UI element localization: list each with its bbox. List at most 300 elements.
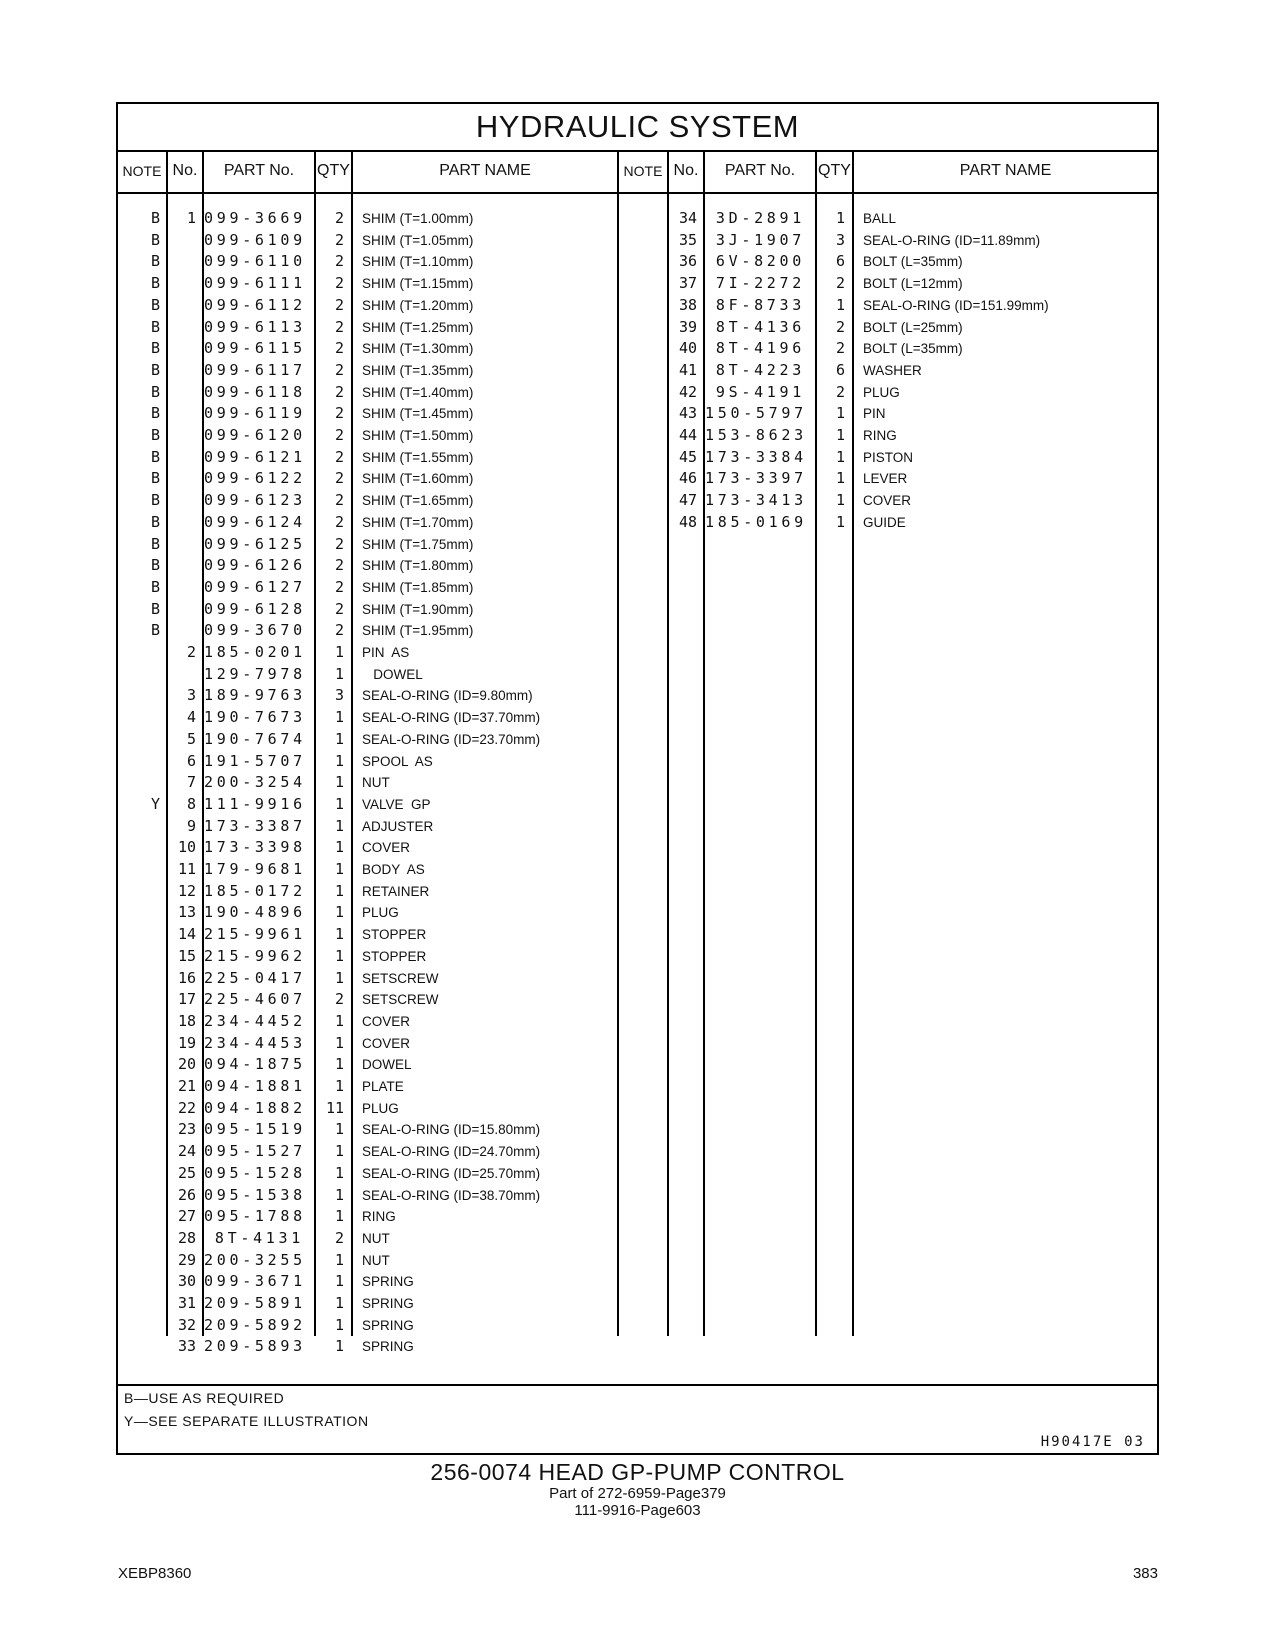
quantity: 1 [334,751,344,770]
table-row [118,251,1157,273]
item-number: 23 [177,1120,196,1139]
part-name: NUT [362,1230,390,1246]
table-row [118,490,1157,512]
part-name: SHIM (T=1.85mm) [362,579,474,595]
item-number: 47 [678,491,697,510]
quantity: 2 [334,599,344,618]
part-number: 099-6110 [204,252,306,271]
quantity: 1 [334,946,344,965]
item-number: 37 [678,274,697,293]
quantity: 2 [334,404,344,423]
table-row [118,425,1157,447]
part-name: BALL [863,211,897,226]
quantity: 2 [334,339,344,358]
part-name: SHIM (T=1.80mm) [362,558,474,574]
part-name: RETAINER [362,883,430,899]
table-row [118,512,1157,534]
part-name: COVER [362,1013,411,1029]
part-number: 099-6112 [204,295,306,314]
quantity: 2 [334,317,344,336]
table-row [118,924,1157,946]
part-name: PIN AS [362,645,410,660]
part-number: 8T-4196 [715,339,805,358]
part-number: 099-6111 [204,274,306,293]
item-number: 32 [177,1315,196,1334]
table-row [118,1054,1157,1076]
part-name: SHIM (T=1.25mm) [362,319,474,335]
note-cell: B [150,382,160,401]
part-number: 094-1875 [204,1055,306,1074]
item-number: 24 [177,1142,196,1161]
note-cell: B [150,295,160,314]
item-number: 18 [177,1011,196,1030]
part-number: 185-0169 [705,512,807,531]
part-number: 095-1519 [204,1120,306,1139]
table-row [118,1293,1157,1315]
table-row [118,946,1157,968]
part-number: 9S-4191 [715,382,805,401]
part-name: SHIM (T=1.60mm) [362,471,474,487]
part-name: GUIDE [863,514,906,530]
quantity: 3 [334,686,344,705]
quantity: 1 [334,729,344,748]
item-number: 8 [186,794,196,813]
part-number: 8F-8733 [715,295,805,314]
part-of-reference-1: Part of 272-6959-Page379 [549,1485,726,1502]
item-number: 46 [678,469,697,488]
quantity: 2 [835,339,845,358]
part-name: SHIM (T=1.00mm) [362,211,474,226]
quantity: 2 [835,274,845,293]
part-name: COVER [362,840,411,856]
table-row [118,794,1157,816]
item-number: 22 [177,1098,196,1117]
part-name: SHIM (T=1.45mm) [362,406,474,422]
part-number: 179-9681 [204,860,306,878]
part-number: 185-0172 [204,881,306,900]
quantity: 1 [835,447,845,466]
quantity: 1 [835,209,845,227]
part-number: 215-9961 [204,925,306,944]
part-name: SHIM (T=1.65mm) [362,493,474,509]
quantity: 2 [334,360,344,379]
footnote-b: B—USE AS REQUIRED [124,1390,285,1406]
note-cell: B [150,556,160,575]
table-row [118,1076,1157,1098]
part-name: SEAL-O-RING (ID=15.80mm) [362,1122,541,1138]
part-name: SPOOL AS [362,753,433,769]
table-row [118,1336,1157,1358]
item-number: 33 [177,1337,196,1356]
table-row [118,816,1157,838]
part-number: 099-3670 [204,621,306,640]
table-row [118,599,1157,621]
item-number: 10 [177,838,196,857]
table-row [118,273,1157,295]
table-row [118,1228,1157,1250]
part-name: NUT [362,1252,390,1268]
quantity: 2 [334,274,344,293]
table-row [118,1315,1157,1337]
item-number: 42 [678,382,697,401]
item-number: 13 [177,903,196,922]
item-number: 41 [678,360,697,379]
quantity: 1 [334,1011,344,1030]
part-name: STOPPER [362,948,427,964]
item-number: 11 [177,860,196,878]
part-name: SHIM (T=1.70mm) [362,514,474,530]
quantity: 2 [334,447,344,466]
table-row [118,1141,1157,1163]
item-number: 36 [678,252,697,271]
part-number: 8T-4223 [715,360,805,379]
part-number: 099-3669 [204,209,306,227]
quantity: 2 [334,491,344,510]
quantity: 1 [835,426,845,444]
part-name: SHIM (T=1.75mm) [362,536,474,552]
item-number: 38 [678,295,697,314]
table-row [118,859,1157,881]
quantity: 1 [334,1163,344,1182]
quantity: 1 [334,708,344,727]
quantity: 2 [835,317,845,336]
part-number: 191-5707 [204,751,306,770]
quantity: 1 [334,1142,344,1161]
note-cell: B [150,577,160,596]
quantity: 2 [334,1228,344,1247]
table-row [118,1185,1157,1207]
part-number: 234-4453 [204,1033,306,1052]
quantity: 1 [334,860,344,878]
quantity: 2 [334,230,344,249]
part-name: STOPPER [362,927,427,943]
item-number: 35 [678,230,697,249]
quantity: 1 [334,773,344,792]
part-name: BOLT (L=35mm) [863,341,963,357]
table-row [118,881,1157,903]
quantity: 1 [835,491,845,510]
part-name: COVER [863,493,912,509]
table-row [118,317,1157,339]
item-number: 7 [186,773,196,792]
part-number: 173-3384 [705,447,807,466]
quantity: 1 [334,1272,344,1291]
table-row [118,729,1157,751]
part-name: ADJUSTER [362,818,434,834]
part-name: LEVER [863,471,908,487]
part-number: 200-3254 [204,773,306,792]
quantity: 1 [334,643,344,661]
group-title: 256-0074 HEAD GP-PUMP CONTROL [430,1459,845,1485]
quantity: 1 [835,295,845,314]
table-row [118,1250,1157,1272]
quantity: 1 [334,664,344,683]
part-number: 099-6115 [204,339,306,358]
quantity: 1 [334,968,344,987]
quantity: 1 [334,838,344,857]
part-number: 234-4452 [204,1011,306,1030]
header-no: No. [172,162,198,179]
part-name: SHIM (T=1.95mm) [362,623,474,639]
part-number: 099-6121 [204,447,306,466]
note-cell: B [150,491,160,510]
part-name: SHIM (T=1.20mm) [362,297,474,313]
part-name: DOWEL [362,1057,412,1073]
quantity: 2 [334,252,344,271]
item-number: 15 [177,946,196,965]
table-footer [118,1384,1157,1455]
note-cell: B [150,621,160,640]
part-number: 209-5891 [204,1294,306,1312]
part-name: SHIM (T=1.40mm) [362,384,474,400]
table-row [118,555,1157,577]
part-number: 099-6117 [204,360,306,379]
item-number: 20 [177,1055,196,1074]
part-name: SEAL-O-RING (ID=38.70mm) [362,1187,541,1203]
table-row [118,664,1157,686]
footnote-y: Y—SEE SEPARATE ILLUSTRATION [124,1413,369,1429]
quantity: 2 [334,577,344,596]
quantity: 2 [334,209,344,227]
quantity: 1 [334,1120,344,1139]
part-number: 094-1882 [204,1098,306,1117]
part-name: SHIM (T=1.05mm) [362,232,474,248]
note-cell: B [150,274,160,293]
part-number: 190-7673 [204,708,306,727]
item-number: 25 [177,1163,196,1182]
item-number: 27 [177,1207,196,1226]
quantity: 1 [334,794,344,813]
part-number: 209-5893 [204,1337,306,1356]
part-number: 185-0201 [204,643,306,661]
part-number: 099-6113 [204,317,306,336]
quantity: 2 [334,621,344,640]
item-number: 21 [177,1077,196,1095]
table-row [118,685,1157,707]
part-number: 099-6119 [204,404,306,423]
part-name: SHIM (T=1.10mm) [362,254,474,270]
part-name: WASHER [863,362,922,378]
part-number: 099-6127 [204,577,306,596]
part-name: SEAL-O-RING (ID=24.70mm) [362,1144,541,1160]
quantity: 2 [334,556,344,575]
part-number: 099-6128 [204,599,306,618]
quantity: 6 [835,252,845,271]
item-number: 17 [177,990,196,1009]
part-name: SPRING [362,1296,414,1311]
item-number: 45 [678,447,697,466]
quantity: 3 [835,230,845,249]
part-name: PLUG [863,384,900,400]
table-row [118,1033,1157,1055]
quantity: 2 [334,990,344,1009]
part-name: SPRING [362,1317,414,1333]
note-cell: B [150,426,160,444]
table-row [118,447,1157,469]
part-name: BOLT (L=35mm) [863,254,963,270]
table-row [118,1011,1157,1033]
table-row [118,468,1157,490]
item-number: 43 [678,404,697,423]
part-name: PISTON [863,449,914,465]
table-row [118,642,1157,664]
part-name: PLUG [362,905,399,921]
note-cell: B [150,360,160,379]
item-number: 9 [186,816,196,835]
part-number: 111-9916 [204,794,306,813]
note-cell: Y [150,794,160,813]
quantity: 2 [835,382,845,401]
table-row [118,989,1157,1011]
part-name: SHIM (T=1.35mm) [362,362,474,378]
table-row [118,751,1157,773]
part-number: 200-3255 [204,1250,306,1269]
note-cell: B [150,404,160,423]
part-number: 099-3671 [204,1272,306,1291]
item-number: 3 [186,686,196,705]
part-number: 215-9962 [204,946,306,965]
quantity: 6 [835,360,845,379]
table-row [118,382,1157,404]
part-name: SHIM (T=1.90mm) [362,601,474,617]
part-number: 095-1538 [204,1185,306,1204]
item-number: 40 [678,339,697,358]
part-number: 173-3397 [705,469,807,488]
quantity: 2 [334,469,344,488]
part-name: SPRING [362,1339,414,1355]
page-number: 383 [1132,1565,1158,1582]
table-row [118,403,1157,425]
part-name: SHIM (T=1.15mm) [362,276,474,292]
note-cell: B [150,534,160,553]
section-title: HYDRAULIC SYSTEM [118,104,1157,152]
part-number: 099-6109 [204,230,306,249]
part-name: SHIM (T=1.55mm) [362,449,474,465]
part-name: RING [362,1209,396,1225]
note-cell: B [150,252,160,271]
quantity: 2 [334,426,344,444]
part-name: BOLT (L=25mm) [863,319,963,335]
part-name: SEAL-O-RING (ID=11.89mm) [863,232,1041,248]
note-cell: B [150,599,160,618]
part-number: 8T-4136 [715,317,805,336]
table-row [118,534,1157,556]
part-number: 095-1527 [204,1142,306,1161]
note-cell: B [150,512,160,531]
part-name: DOWEL [362,666,423,682]
part-name: PLUG [362,1100,399,1116]
table-header [118,150,1157,194]
header-qty-right: QTY [818,162,851,179]
table-row [118,577,1157,599]
part-number: 8T-4131 [214,1228,304,1247]
item-number: 1 [186,209,196,227]
part-number: 153-8623 [705,426,807,444]
part-number: 129-7978 [204,664,306,683]
item-number: 14 [177,925,196,944]
header-part-name: PART NAME [439,162,531,179]
table-row [118,837,1157,859]
part-number: 3J-1907 [715,230,805,249]
table-row [118,902,1157,924]
part-name: SEAL-O-RING (ID=25.70mm) [362,1165,541,1181]
table-row [118,230,1157,252]
note-cell: B [150,469,160,488]
item-number: 28 [177,1228,196,1247]
item-number: 48 [678,512,697,531]
part-number: 150-5797 [705,404,807,423]
note-cell: B [150,447,160,466]
part-number: 095-1788 [204,1207,306,1226]
part-number: 3D-2891 [715,209,805,227]
item-number: 6 [186,751,196,770]
part-name: SETSCREW [362,970,439,986]
table-row [118,1206,1157,1228]
part-name: BOLT (L=12mm) [863,276,963,292]
part-name: SEAL-O-RING (ID=9.80mm) [362,688,533,704]
part-name: COVER [362,1035,411,1051]
part-name: SPRING [362,1274,414,1290]
quantity: 1 [334,1185,344,1204]
item-number: 39 [678,317,697,336]
table-row [118,1119,1157,1141]
note-cell: B [150,317,160,336]
quantity: 1 [334,816,344,835]
note-cell: B [150,339,160,358]
part-name: SEAL-O-RING (ID=151.99mm) [863,297,1049,313]
table-row [118,968,1157,990]
part-number: 173-3398 [204,838,306,857]
part-number: 6V-8200 [715,252,805,271]
quantity: 1 [334,1055,344,1074]
part-number: 094-1881 [204,1077,306,1095]
quantity: 1 [334,1315,344,1334]
table-row [118,295,1157,317]
part-name: SHIM (T=1.30mm) [362,341,474,357]
quantity: 1 [334,1294,344,1312]
quantity: 1 [334,1250,344,1269]
quantity: 1 [334,903,344,922]
item-number: 12 [177,881,196,900]
header-qty: QTY [317,162,350,179]
part-name: PLATE [362,1079,404,1094]
part-number: 099-6123 [204,491,306,510]
header-note: NOTE [122,163,162,179]
part-number: 209-5892 [204,1315,306,1334]
part-name: NUT [362,775,390,791]
part-number: 099-6126 [204,556,306,575]
quantity: 1 [835,512,845,531]
item-number: 31 [177,1294,196,1312]
quantity: 1 [334,1207,344,1226]
quantity: 1 [835,469,845,488]
note-cell: B [150,230,160,249]
part-number: 225-4607 [204,990,306,1009]
part-number: 190-7674 [204,729,306,748]
part-number: 099-6124 [204,512,306,531]
quantity: 2 [334,295,344,314]
quantity: 1 [334,925,344,944]
header-part-no-right: PART No. [724,162,796,179]
table-row [118,1163,1157,1185]
quantity: 2 [334,512,344,531]
part-name: RING [863,428,897,443]
part-number: 225-0417 [204,968,306,987]
part-number: 189-9763 [204,686,306,705]
item-number: 34 [678,209,697,227]
part-number: 190-4896 [204,903,306,922]
item-number: 4 [186,708,196,727]
